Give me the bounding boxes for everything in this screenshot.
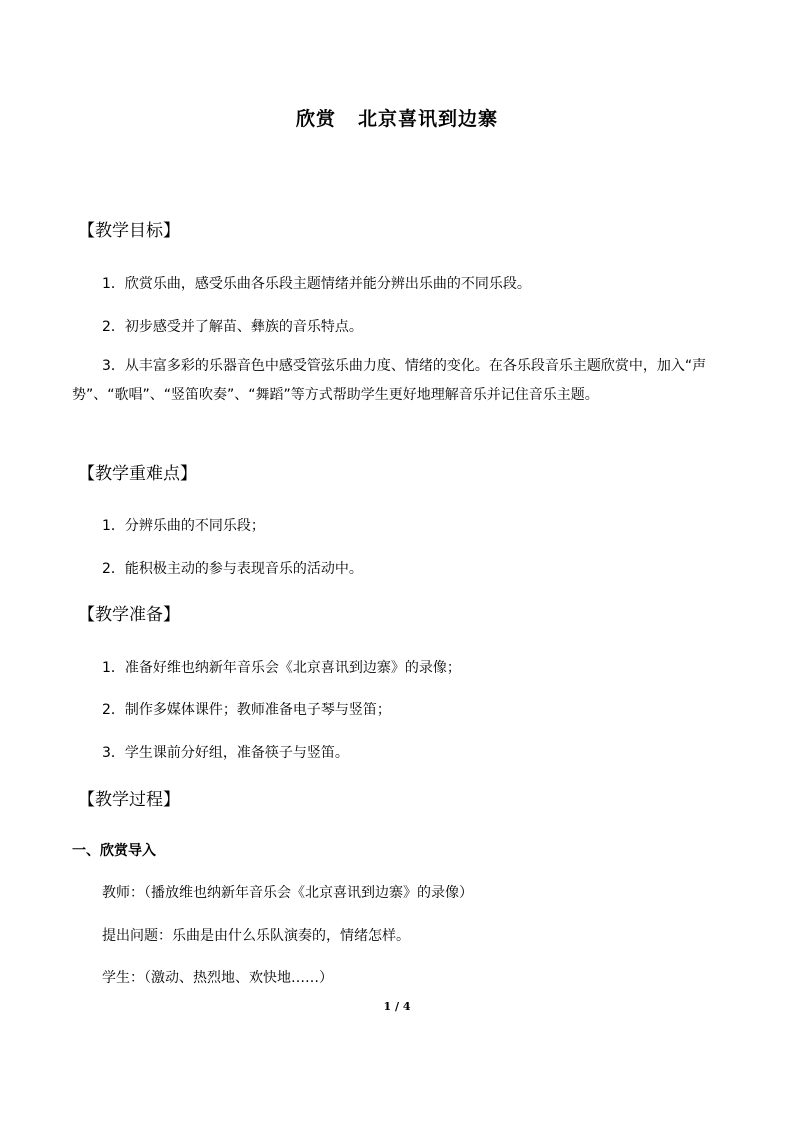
section-heading-process: 【教学过程】	[78, 790, 180, 810]
process-subheading: 一、欣赏导入	[72, 843, 156, 859]
goal-item-2: 2．初步感受并了解苗、彝族的音乐特点。	[102, 319, 363, 335]
process-line-1: 教师：（播放维也纳新年音乐会《北京喜讯到边寨》的录像）	[102, 885, 473, 901]
process-line-3: 学生：（激动、热烈地、欢快地……）	[102, 970, 333, 986]
title-prefix: 欣赏	[295, 108, 336, 130]
section-heading-goals: 【教学目标】	[78, 221, 180, 241]
key-point-item-1: 1．分辨乐曲的不同乐段；	[102, 518, 265, 534]
document-title	[0, 104, 794, 131]
preparation-item-2: 2．制作多媒体课件；教师准备电子琴与竖笛；	[102, 702, 391, 718]
section-heading-preparation: 【教学准备】	[78, 605, 180, 625]
preparation-item-1: 1．准备好维也纳新年音乐会《北京喜讯到边寨》的录像；	[102, 660, 461, 676]
title-main: 北京喜讯到边寨	[358, 108, 499, 130]
key-point-item-2: 2．能积极主动的参与表现音乐的活动中。	[102, 561, 363, 577]
process-line-2: 提出问题：乐曲是由什么乐队演奏的，情绪怎样。	[102, 928, 410, 944]
page-number: 1 / 4	[383, 1000, 411, 1013]
goal-item-3: 3．从丰富多彩的乐器音色中感受管弦乐曲力度、情绪的变化。在各乐段音乐主题欣赏中，加入“声势”、“歌唱”、“竖笛吹奏”、“舞蹈”等方式帮助学生更好地理解音乐并记住音乐主题。	[72, 358, 707, 403]
preparation-item-3: 3．学生课前分好组，准备筷子与竖笛。	[102, 745, 349, 761]
section-heading-key-points: 【教学重难点】	[78, 464, 197, 484]
goal-item-1: 1．欣赏乐曲，感受乐曲各乐段主题情绪并能分辨出乐曲的不同乐段。	[102, 276, 531, 292]
